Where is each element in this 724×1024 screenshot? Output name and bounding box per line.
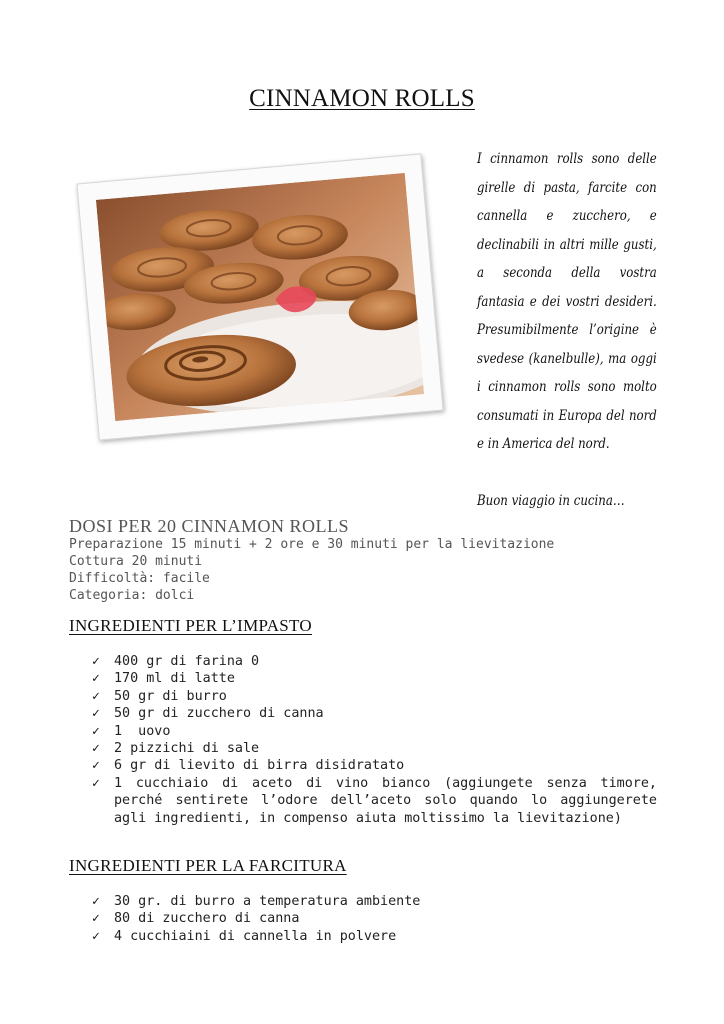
cooking-time: Cottura 20 minuti: [69, 554, 203, 569]
check-icon: ✓: [92, 741, 100, 757]
dough-ingredients-heading: INGREDIENTI PER L’IMPASTO: [69, 616, 313, 635]
check-icon: ✓: [92, 671, 100, 687]
check-icon: ✓: [92, 894, 100, 909]
doses-heading: DOSI PER 20 CINNAMON ROLLS: [69, 516, 350, 536]
recipe-intro: I cinnamon rolls sono delle girelle di pasta, farcite con cannella e zucchero, e declinabili in altri mille gusti, a seconda della vostra fantasia e dei vostri desideri. Presumibilmente l’origine è svedese (kanelbulle), ma oggi i cinnamon rolls sono molto consumati in Europa del nord e in America del nord.: [477, 151, 657, 452]
check-icon: ✓: [92, 758, 100, 774]
filling-ingredients-heading: INGREDIENTI PER LA FARCITURA: [69, 856, 347, 875]
recipe-info: [69, 536, 554, 604]
list-item: ✓ 6 gr di lievito di birra disidratato: [92, 758, 405, 774]
list-item: ✓ 2 pizzichi di sale: [92, 741, 260, 757]
difficulty: Difficoltà: facile: [69, 571, 210, 586]
recipe-title: CINNAMON ROLLS: [249, 85, 475, 112]
check-icon: ✓: [92, 723, 100, 739]
list-item: ✓ 50 gr di zucchero di canna: [92, 706, 324, 722]
check-icon: ✓: [92, 775, 100, 791]
list-item: ✓ 30 gr. di burro a temperatura ambiente: [92, 894, 421, 909]
list-item: ✓ 170 ml di latte: [92, 671, 235, 687]
list-item: ✓ 1 uovo: [92, 723, 171, 739]
filling-ingredients-list: [92, 893, 657, 945]
intro-sign-off: Buon viaggio in cucina…: [477, 493, 625, 509]
check-icon: ✓: [92, 911, 100, 927]
check-icon: ✓: [92, 706, 100, 722]
category: Categoria: dolci: [69, 588, 195, 603]
dough-ingredients-list: [92, 653, 657, 827]
photo-frame: [76, 153, 443, 440]
cinnamon-rolls-photo: [96, 173, 424, 421]
list-item: ✓ 50 gr di burro: [92, 688, 227, 704]
list-item: ✓ 4 cucchiaini di cannella in polvere: [92, 928, 397, 944]
check-icon: ✓: [92, 654, 100, 669]
list-item: ✓ 400 gr di farina 0: [92, 654, 260, 669]
check-icon: ✓: [92, 928, 100, 944]
list-item: ✓ 1 cucchiaio di aceto di vino bianco (aggiungete senza timore, perché sentirete l’odore dell’aceto solo quando lo aggiungerete agli ingredienti, in compenso aiuta moltissimo la lievitazione): [92, 775, 657, 826]
check-icon: ✓: [92, 688, 100, 704]
list-item: ✓ 80 di zucchero di canna: [92, 911, 300, 927]
prep-time: Preparazione 15 minuti + 2 ore e 30 minuti per la lievitazione: [69, 537, 555, 552]
